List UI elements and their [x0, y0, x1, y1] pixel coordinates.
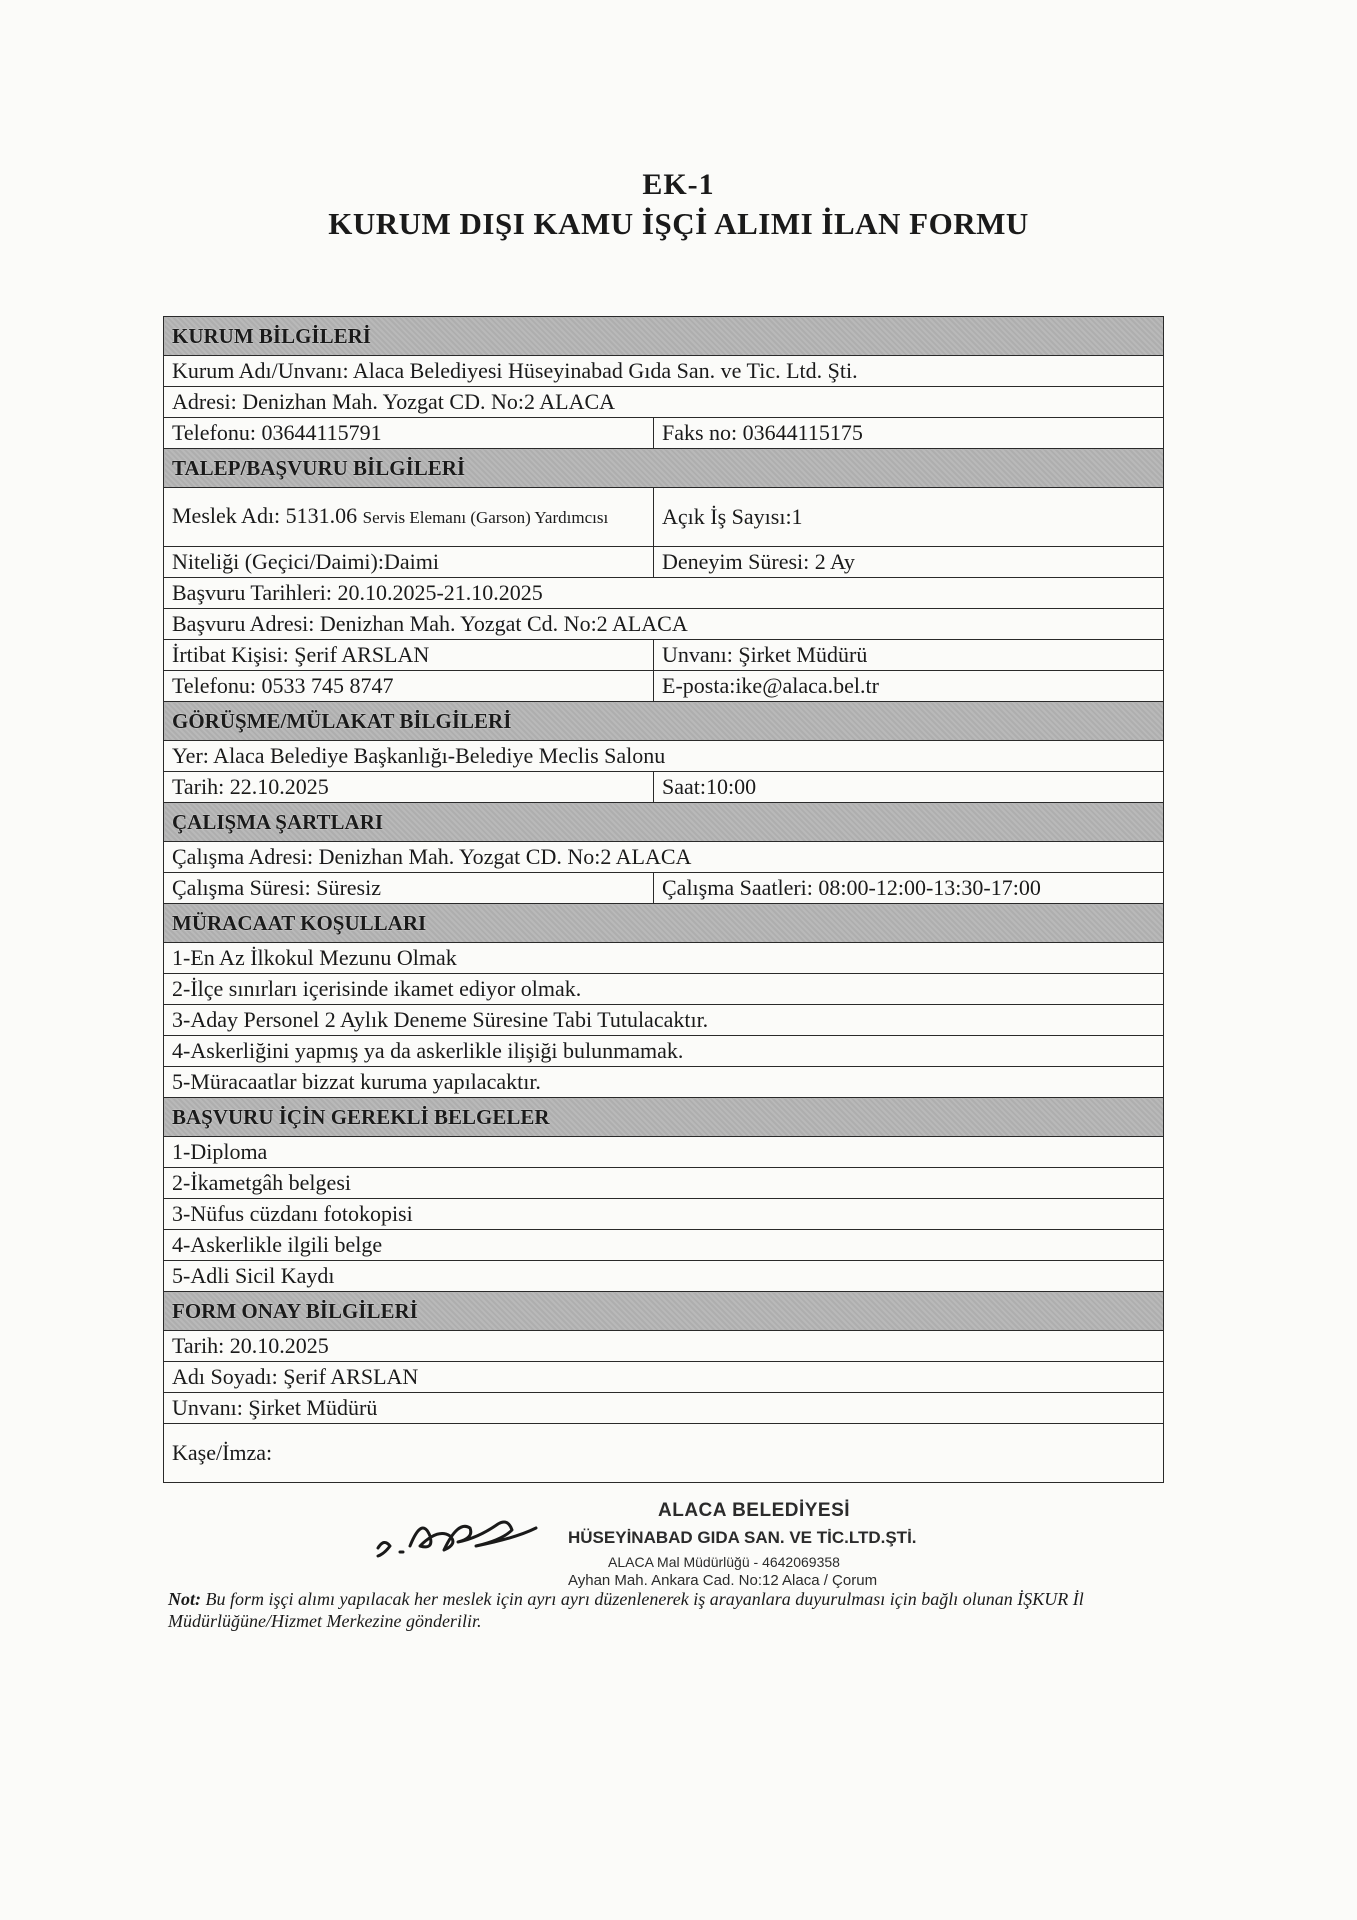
section-heading: GÖRÜŞME/MÜLAKAT BİLGİLERİ	[164, 702, 1164, 741]
form-row	[164, 671, 1164, 702]
muracaat-kosulu: 2-İlçe sınırları içerisinde ikamet ediyor olmak.	[164, 974, 1164, 1005]
form-row	[164, 640, 1164, 671]
announcement-form-table	[163, 316, 1164, 1483]
list-item	[164, 1005, 1164, 1036]
eposta-field: E-posta:ike@alaca.bel.tr	[654, 671, 1164, 702]
gerekli-belge: 3-Nüfus cüzdanı fotokopisi	[164, 1199, 1164, 1230]
muracaat-kosulu: 5-Müracaatlar bizzat kuruma yapılacaktır.	[164, 1067, 1164, 1098]
note-text: Bu form işçi alımı yapılacak her meslek için ayrı ayrı düzenlenerek iş arayanlara duyurulması için bağlı olunan İŞKUR İl Müdürlüğüne/Hizmet Merkezine gönderilir.	[168, 1589, 1084, 1631]
muracaat-kosulu: 1-En Az İlkokul Mezunu Olmak	[164, 943, 1164, 974]
stamp-line: HÜSEYİNABAD GIDA SAN. VE TİC.LTD.ŞTİ.	[568, 1528, 917, 1547]
gorusme-yer-field: Yer: Alaca Belediye Başkanlığı-Belediye Meclis Salonu	[164, 741, 1164, 772]
section-calisma-sartlari	[164, 803, 1164, 842]
meslek-code: Meslek Adı: 5131.06	[172, 503, 358, 528]
list-item	[164, 1036, 1164, 1067]
stamp-line: Ayhan Mah. Ankara Cad. No:12 Alaca / Çorum	[568, 1572, 878, 1589]
section-kurum-bilgileri	[164, 317, 1164, 356]
section-heading: FORM ONAY BİLGİLERİ	[164, 1292, 1164, 1331]
kurum-faks-field: Faks no: 03644115175	[654, 418, 1164, 449]
meslek-adi-field	[164, 488, 654, 547]
kurum-adi-field: Kurum Adı/Unvanı: Alaca Belediyesi Hüseyinabad Gıda San. ve Tic. Ltd. Şti.	[164, 356, 1164, 387]
form-row	[164, 1362, 1164, 1393]
form-row	[164, 1331, 1164, 1362]
form-row	[164, 387, 1164, 418]
list-item	[164, 1067, 1164, 1098]
form-row	[164, 547, 1164, 578]
form-row	[164, 1393, 1164, 1424]
form-row	[164, 873, 1164, 904]
section-heading: MÜRACAAT KOŞULLARI	[164, 904, 1164, 943]
list-item	[164, 1199, 1164, 1230]
section-heading: ÇALIŞMA ŞARTLARI	[164, 803, 1164, 842]
gerekli-belge: 1-Diploma	[164, 1137, 1164, 1168]
gerekli-belge: 2-İkametgâh belgesi	[164, 1168, 1164, 1199]
kurum-telefon-field: Telefonu: 03644115791	[164, 418, 654, 449]
acik-is-sayisi-field: Açık İş Sayısı:1	[654, 488, 1164, 547]
form-title	[0, 168, 1357, 242]
list-item	[164, 1230, 1164, 1261]
form-row	[164, 578, 1164, 609]
muracaat-kosulu: 3-Aday Personel 2 Aylık Deneme Süresine Tabi Tutulacaktır.	[164, 1005, 1164, 1036]
stamp-line: ALACA BELEDİYESİ	[658, 1500, 851, 1521]
section-gorusme-mulakat	[164, 702, 1164, 741]
list-item	[164, 1168, 1164, 1199]
kase-imza-field: Kaşe/İmza:	[164, 1424, 1164, 1483]
basvuru-adresi-field: Başvuru Adresi: Denizhan Mah. Yozgat Cd. No:2 ALACA	[164, 609, 1164, 640]
form-row	[164, 356, 1164, 387]
form-row	[164, 842, 1164, 873]
form-row	[164, 1424, 1164, 1483]
list-item	[164, 943, 1164, 974]
form-row	[164, 418, 1164, 449]
section-heading: TALEP/BAŞVURU BİLGİLERİ	[164, 449, 1164, 488]
list-item	[164, 974, 1164, 1005]
calisma-saatleri-field: Çalışma Saatleri: 08:00-12:00-13:30-17:00	[654, 873, 1164, 904]
section-heading: KURUM BİLGİLERİ	[164, 317, 1164, 356]
onay-adi-soyadi-field: Adı Soyadı: Şerif ARSLAN	[164, 1362, 1164, 1393]
calisma-suresi-field: Çalışma Süresi: Süresiz	[164, 873, 654, 904]
form-row	[164, 609, 1164, 640]
nitelik-field: Niteliği (Geçici/Daimi):Daimi	[164, 547, 654, 578]
gorusme-tarih-field: Tarih: 22.10.2025	[164, 772, 654, 803]
gerekli-belge: 5-Adli Sicil Kaydı	[164, 1261, 1164, 1292]
gorusme-saat-field: Saat:10:00	[654, 772, 1164, 803]
form-row	[164, 772, 1164, 803]
footer-note	[168, 1588, 1178, 1632]
form-row	[164, 488, 1164, 547]
onay-unvan-field: Unvanı: Şirket Müdürü	[164, 1393, 1164, 1424]
irtibat-unvan-field: Unvanı: Şirket Müdürü	[654, 640, 1164, 671]
annex-label: EK-1	[642, 168, 715, 201]
note-label: Not:	[168, 1589, 201, 1609]
list-item	[164, 1261, 1164, 1292]
section-heading: BAŞVURU İÇİN GEREKLİ BELGELER	[164, 1098, 1164, 1137]
onay-tarih-field: Tarih: 20.10.2025	[164, 1331, 1164, 1362]
section-gerekli-belgeler	[164, 1098, 1164, 1137]
muracaat-kosulu: 4-Askerliğini yapmış ya da askerlikle ilişiği bulunmamak.	[164, 1036, 1164, 1067]
section-form-onay	[164, 1292, 1164, 1331]
basvuru-tarihleri-field: Başvuru Tarihleri: 20.10.2025-21.10.2025	[164, 578, 1164, 609]
stamp-line: ALACA Mal Müdürlüğü - 4642069358	[608, 1554, 840, 1570]
irtibat-kisisi-field: İrtibat Kişisi: Şerif ARSLAN	[164, 640, 654, 671]
section-talep-basvuru	[164, 449, 1164, 488]
meslek-name: Servis Elemanı (Garson) Yardımcısı	[362, 508, 609, 527]
form-row	[164, 741, 1164, 772]
deneyim-field: Deneyim Süresi: 2 Ay	[654, 547, 1164, 578]
signature-image	[370, 1500, 560, 1570]
form-heading: KURUM DIŞI KAMU İŞÇİ ALIMI İLAN FORMU	[328, 206, 1029, 241]
calisma-adresi-field: Çalışma Adresi: Denizhan Mah. Yozgat CD. No:2 ALACA	[164, 842, 1164, 873]
kurum-adres-field: Adresi: Denizhan Mah. Yozgat CD. No:2 ALACA	[164, 387, 1164, 418]
irtibat-telefon-field: Telefonu: 0533 745 8747	[164, 671, 654, 702]
company-stamp	[568, 1500, 1008, 1589]
list-item	[164, 1137, 1164, 1168]
gerekli-belge: 4-Askerlikle ilgili belge	[164, 1230, 1164, 1261]
section-muracaat-kosullari	[164, 904, 1164, 943]
